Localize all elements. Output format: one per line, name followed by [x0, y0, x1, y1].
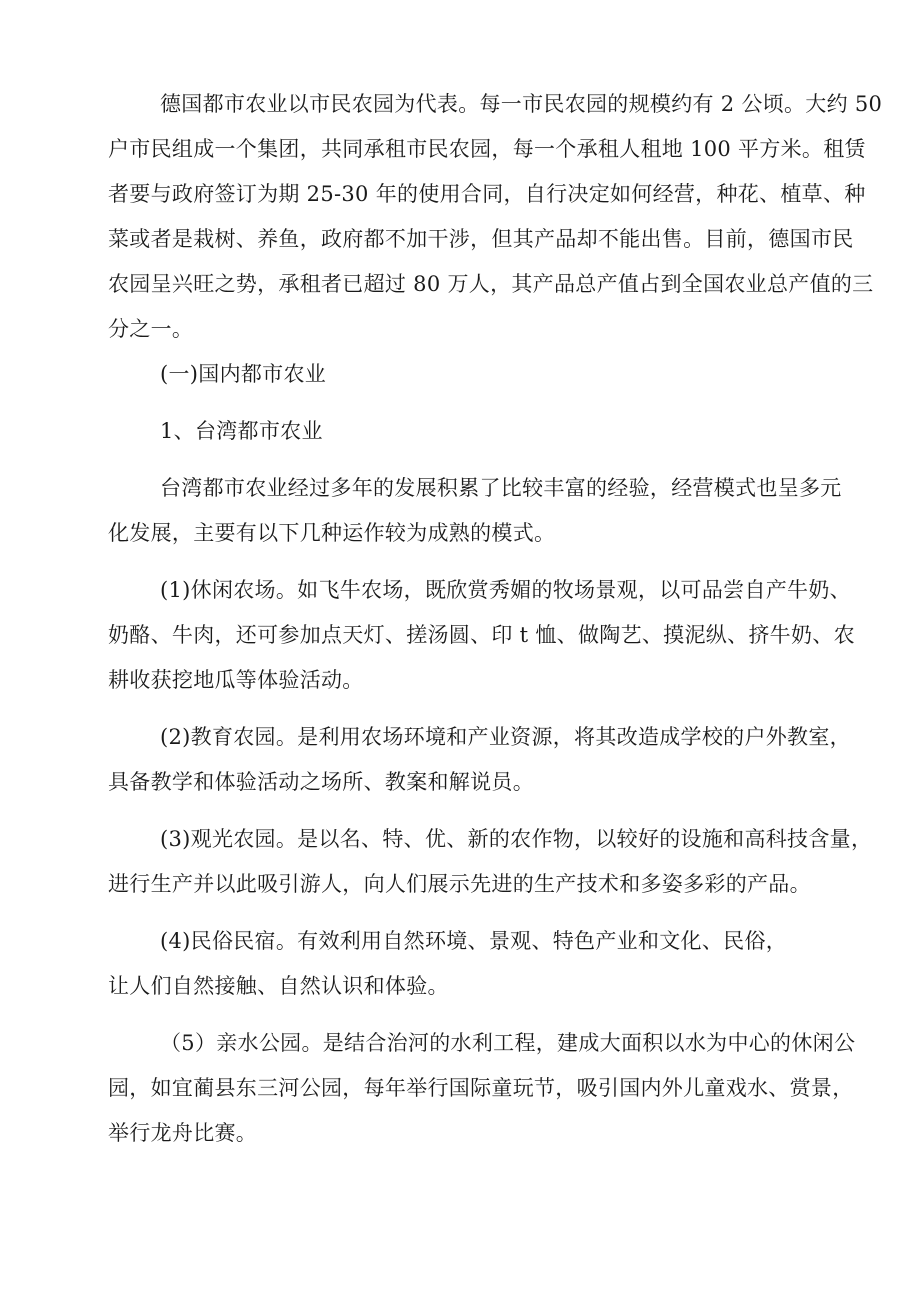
item-sightseeing-farm-line: 进行生产并以此吸引游人，向人们展示先进的生产技术和多姿多彩的产品。 [108, 872, 811, 896]
heading-domestic-urban-agriculture: (一)国内都市农业 [160, 362, 327, 386]
paragraph-taiwan-intro-line: 化发展，主要有以下几种运作较为成熟的模式。 [108, 521, 556, 545]
item-waterfront-park-line: （5）亲水公园。是结合治河的水利工程，建成大面积以水为中心的休闲公 [160, 1031, 856, 1055]
heading-taiwan-urban-agriculture: 1、台湾都市农业 [160, 419, 323, 443]
item-education-farm-line: 具备教学和体验活动之场所、教案和解说员。 [108, 770, 534, 794]
paragraph-germany-line: 者要与政府签订为期 25-30 年的使用合同，自行决定如何经营，种花、植草、种 [108, 182, 866, 206]
paragraph-germany-line: 农园呈兴旺之势，承租者已超过 80 万人，其产品总产值占到全国农业总产值的三 [108, 272, 874, 296]
item-leisure-farm-line: 奶酪、牛肉，还可参加点天灯、搓汤圆、印 t 恤、做陶艺、摸泥纵、挤牛奶、农 [108, 623, 855, 647]
paragraph-germany-line: 户市民组成一个集团，共同承租市民农园，每一个承租人租地 100 平方米。租赁 [108, 137, 866, 161]
item-education-farm-line: (2)教育农园。是利用农场环境和产业资源，将其改造成学校的户外教室， [160, 725, 851, 749]
item-leisure-farm-line: 耕收获挖地瓜等体验活动。 [108, 668, 364, 692]
item-leisure-farm-line: (1)休闲农场。如飞牛农场，既欣赏秀媚的牧场景观，以可品尝自产牛奶、 [160, 578, 851, 602]
paragraph-germany-line: 分之一。 [108, 317, 194, 341]
item-folk-homestay-line: 让人们自然接触、自然认识和体验。 [108, 974, 449, 998]
item-folk-homestay-line: (4)民俗民宿。有效利用自然环境、景观、特色产业和文化、民俗， [160, 929, 788, 953]
item-waterfront-park-line: 园，如宜蔺县东三河公园，每年举行国际童玩节，吸引国内外儿童戏水、赏景， [108, 1076, 854, 1100]
item-sightseeing-farm-line: (3)观光农园。是以名、特、优、新的农作物，以较好的设施和高科技含量， [160, 827, 873, 851]
paragraph-germany-line: 德国都市农业以市民农园为代表。每一市民农园的规模约有 2 公顷。大约 50 [160, 92, 883, 116]
paragraph-germany-line: 菜或者是栽树、养鱼，政府都不加干涉，但其产品却不能出售。目前，德国市民 [108, 227, 854, 251]
paragraph-taiwan-intro-line: 台湾都市农业经过多年的发展积累了比较丰富的经验，经营模式也呈多元 [160, 476, 842, 500]
item-waterfront-park-line: 举行龙舟比赛。 [108, 1121, 258, 1145]
